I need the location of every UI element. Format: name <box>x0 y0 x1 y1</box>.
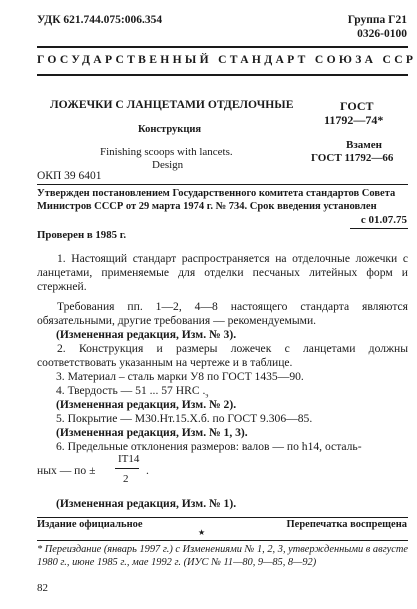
clause-6-suffix: . <box>146 464 149 477</box>
amendment-note-1: (Измененная редакция, Изм. № 3). <box>56 328 237 341</box>
udk-code: УДК 621.744.075:006.354 <box>37 14 163 26</box>
clause-4-subscript: э <box>205 391 209 400</box>
header-rule-top <box>37 46 408 48</box>
amendment-note-3: (Измененная редакция, Изм. № 1, 3). <box>56 426 248 439</box>
approval-date: с 01.07.75 <box>360 214 407 226</box>
page-number: 82 <box>37 582 48 594</box>
okp-code: ОКП 39 6401 <box>37 170 102 182</box>
clause-6-prefix: ных — по ± <box>37 464 96 477</box>
footer-rule-top <box>37 517 408 518</box>
footer-rule-bottom <box>37 540 408 541</box>
reprint-notice: Перепечатка воспрещена <box>286 519 407 530</box>
clause-2: 2. Конструкция и размеры ложечек с ланцетами должны соответствовать указанным на чертеже и в таблице. <box>37 342 408 369</box>
okp-rule <box>37 184 408 185</box>
amendment-note-4: (Измененная редакция, Изм. № 1). <box>56 497 237 510</box>
standard-banner: ГОСУДАРСТВЕННЫЙ СТАНДАРТ СОЮЗА ССР <box>37 53 417 66</box>
tolerance-numerator: IT14 <box>118 453 140 465</box>
fraction-bar <box>115 468 139 469</box>
okstu-code: 0326-0100 <box>357 28 407 40</box>
standard-subtitle: Конструкция <box>138 124 202 135</box>
tolerance-denominator: 2 <box>123 473 129 485</box>
clause-4-text: 4. Твердость — 51 ... 57 HRC . <box>56 384 206 397</box>
gost-label: ГОСТ <box>340 99 374 113</box>
header-rule-bottom <box>37 74 408 76</box>
reissue-footnote: * Переиздание (январь 1997 г.) с Изменениями № 1, 2, 3, утвержденными в августе 1980 г., июне 1985 г., мае 1992 г. (ИУС № 11—80, 9—85, 8—92) <box>37 544 408 568</box>
clause-5: 5. Покрытие — М30.Нт.15.Х.б. по ГОСТ 9.306—85. <box>56 412 313 425</box>
clause-1: 1. Настоящий стандарт распространяется на отделочные ложечки с ланцетами, применяемые для отделки песчаных литейных форм и стержней. <box>37 252 408 293</box>
replaces-label: Взамен <box>346 139 382 151</box>
approval-date-rule <box>350 228 408 229</box>
clause-requirements: Требования пп. 1—2, 4—8 настоящего стандарта являются обязательными, другие требования — рекомендуемыми. <box>37 300 408 327</box>
official-edition: Издание официальное <box>37 519 143 530</box>
amendment-note-2: (Измененная редакция, Изм. № 2). <box>56 398 237 411</box>
replaces-number: ГОСТ 11792—66 <box>311 152 394 164</box>
checked-year: Проверен в 1985 г. <box>37 229 127 241</box>
english-title: Finishing scoops with lancets. <box>100 146 233 158</box>
star-icon: ★ <box>198 528 206 537</box>
approval-line-1: Утвержден постановлением Государственного комитета стандартов Совета <box>37 188 396 199</box>
standard-title: ЛОЖЕЧКИ С ЛАНЦЕТАМИ ОТДЕЛОЧНЫЕ <box>50 98 294 111</box>
gost-number: 11792—74* <box>324 113 384 127</box>
group-code: Группа Г21 <box>347 14 407 26</box>
english-subtitle: Design <box>152 159 184 171</box>
clause-3: 3. Материал – сталь марки У8 по ГОСТ 1435—90. <box>56 370 304 383</box>
clause-6-line-2 <box>37 464 95 478</box>
clause-6-line-1: 6. Предельные отклонения размеров: валов — по h14, осталь- <box>56 440 362 453</box>
approval-line-2: Министров СССР от 29 марта 1974 г. № 734. Срок введения установлен <box>37 201 377 212</box>
